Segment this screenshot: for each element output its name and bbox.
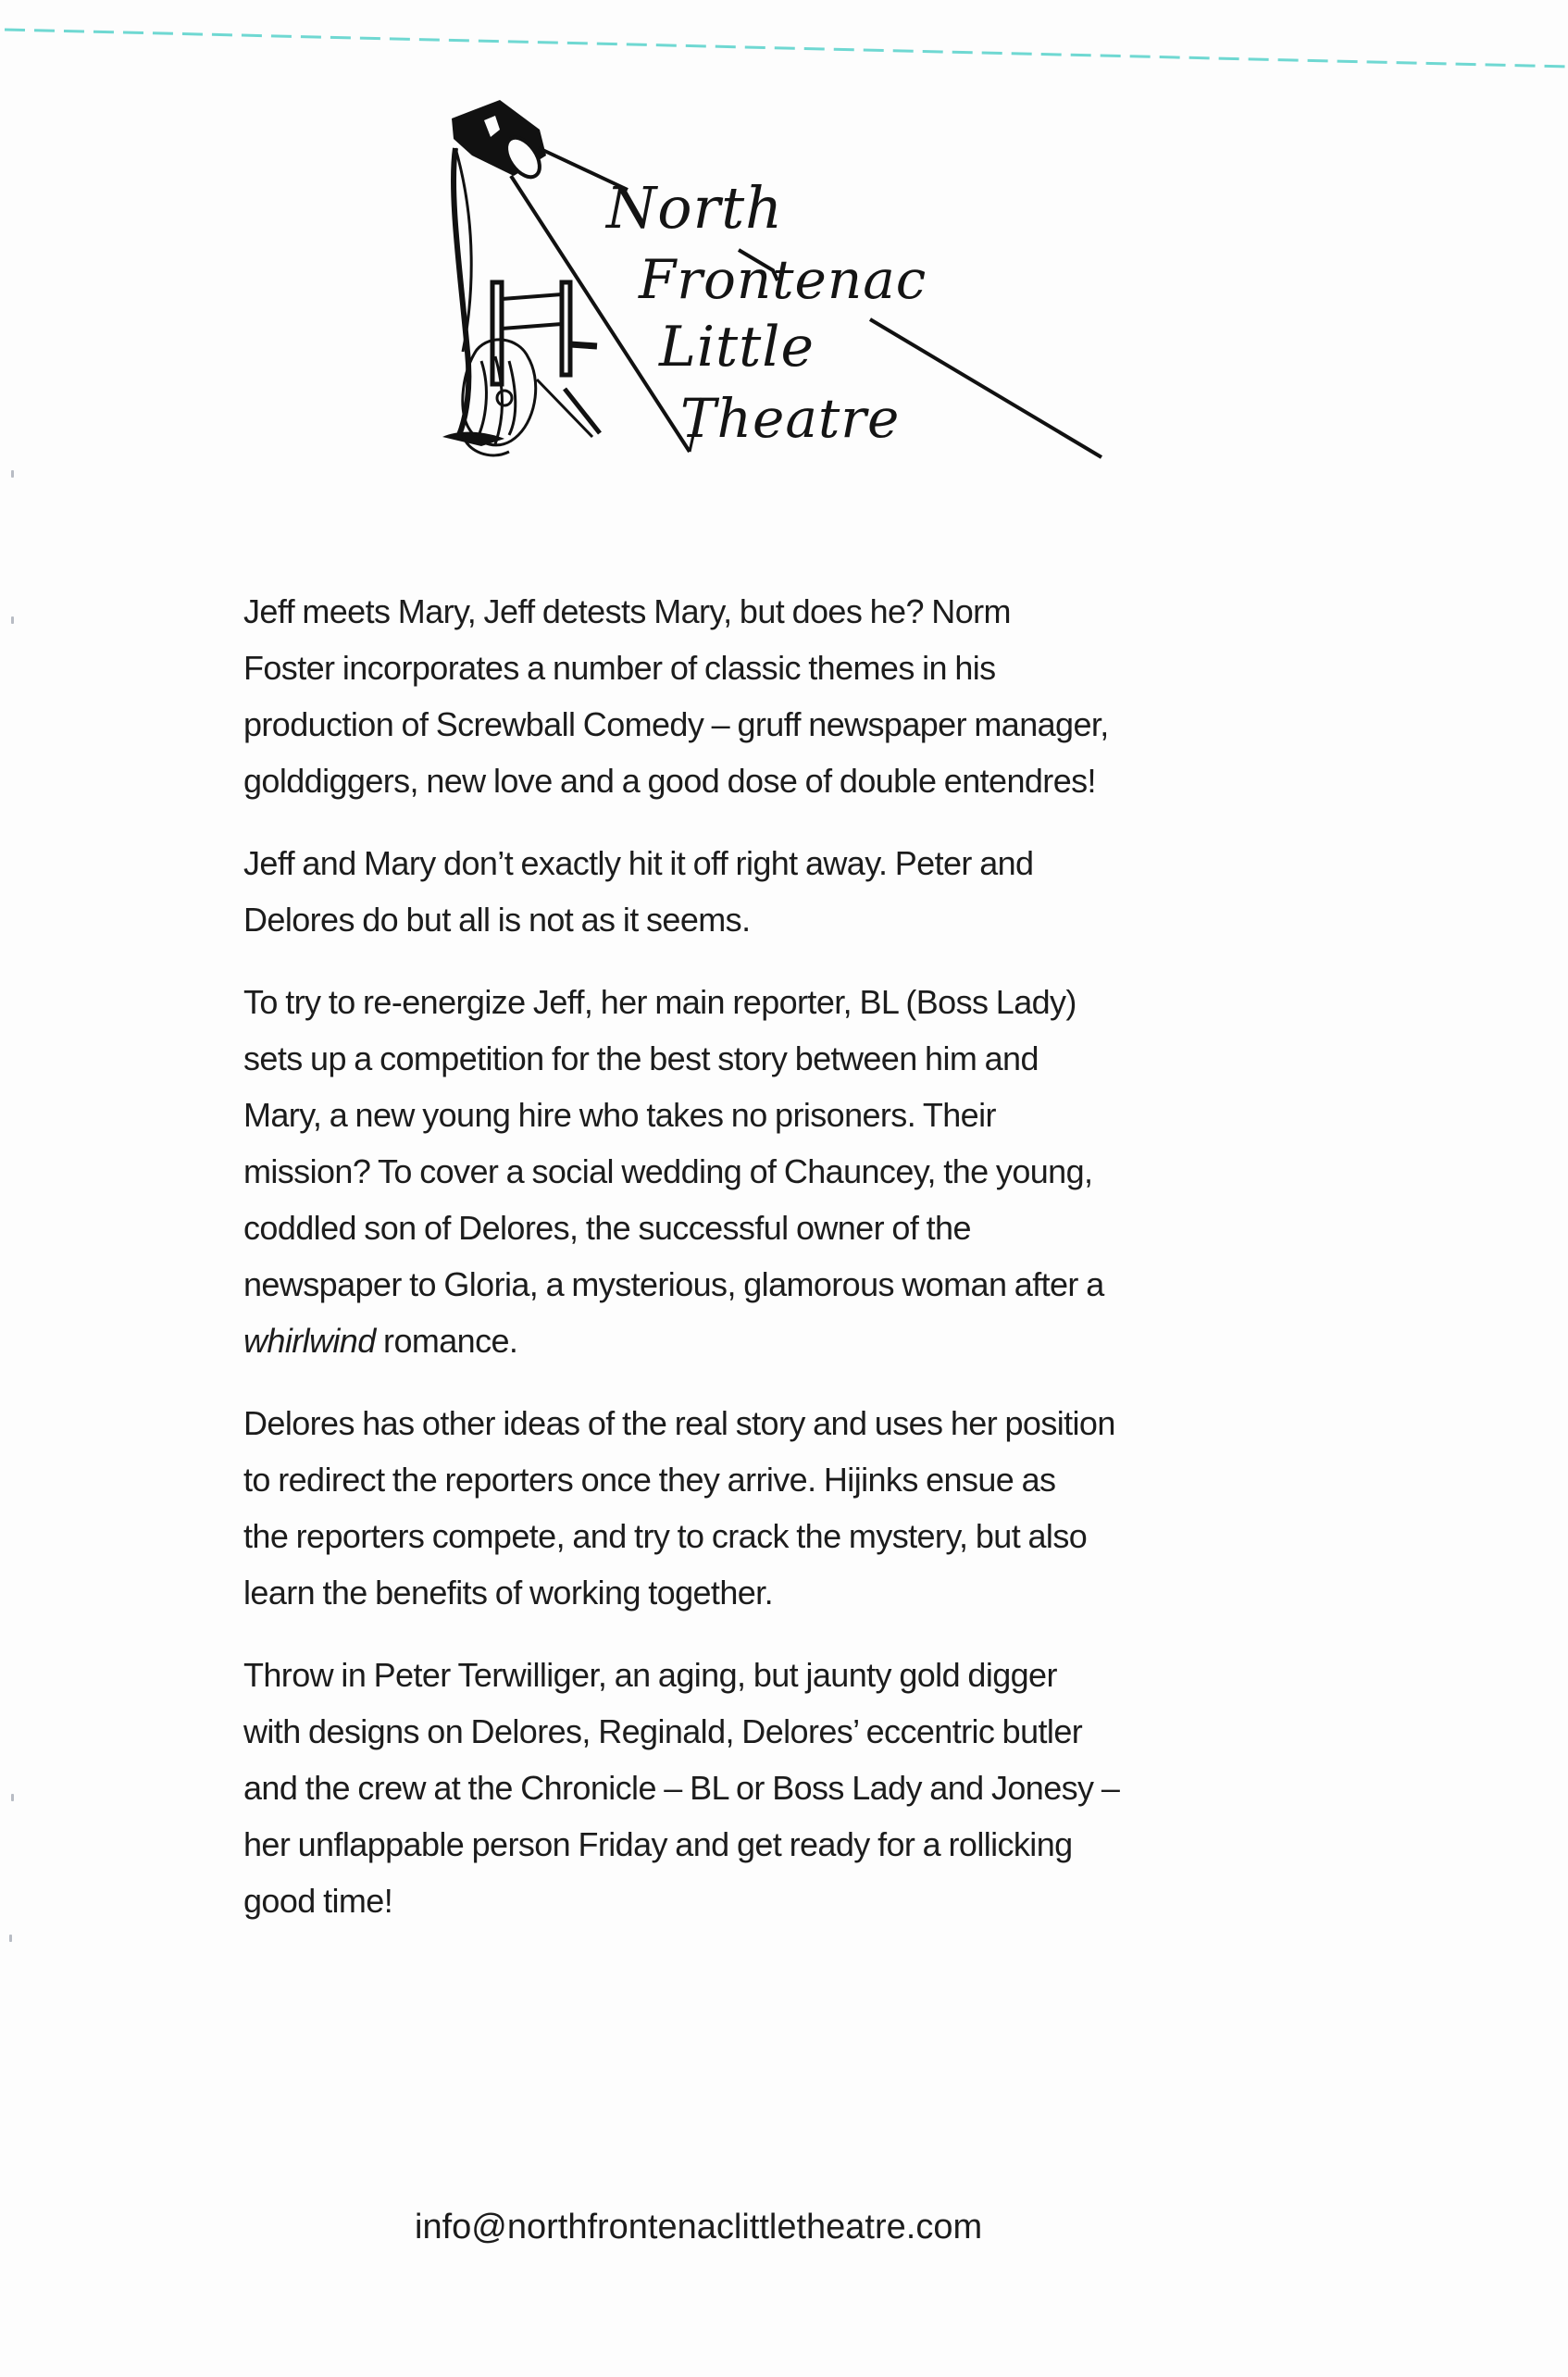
logo-text-frontenac: Frontenac (639, 248, 927, 311)
text-line: sets up a competition for the best story between him and (243, 1039, 1039, 1077)
text-line: with designs on Delores, Reginald, Delores’ eccentric butler (243, 1712, 1083, 1750)
emphasis-whirlwind: whirlwind (243, 1322, 376, 1360)
text-line: to redirect the reporters once they arrive. Hijinks ensue as (243, 1461, 1056, 1499)
scan-mark (11, 1794, 14, 1801)
text-line: coddled son of Delores, the successful owner of the (243, 1209, 971, 1247)
text-line: To try to re-energize Jeff, her main reporter, BL (Boss Lady) (243, 983, 1076, 1021)
text-line: Jeff and Mary don’t exactly hit it off right away. Peter and (243, 844, 1034, 882)
fold-line (0, 0, 1568, 93)
text-line: mission? To cover a social wedding of Chauncey, the young, (243, 1152, 1093, 1190)
synopsis (243, 583, 1336, 1955)
contact-email: info@northfrontenaclittletheatre.com (415, 2208, 983, 2246)
text-line: and the crew at the Chronicle – BL or Boss Lady and Jonesy – (243, 1769, 1120, 1807)
text-line: Mary, a new young hire who takes no prisoners. Their (243, 1096, 996, 1134)
logo-text-north: North (606, 174, 784, 242)
text-line: good time! (243, 1882, 393, 1920)
text-line: Throw in Peter Terwilliger, an aging, but jaunty gold digger (243, 1656, 1057, 1694)
synopsis-paragraph-3 (243, 974, 1336, 1369)
text-line: Delores do but all is not as it seems. (243, 901, 751, 939)
synopsis-paragraph-4 (243, 1395, 1336, 1621)
directors-chair-icon (492, 282, 600, 437)
scan-mark (11, 616, 14, 624)
text-line: production of Screwball Comedy – gruff newspaper manager, (243, 705, 1109, 743)
text-line: newspaper to Gloria, a mysterious, glamorous woman after a (243, 1265, 1104, 1303)
logo-text-theatre: Theatre (680, 387, 901, 450)
text-line: Foster incorporates a number of classic themes in his (243, 649, 996, 687)
synopsis-paragraph-1 (243, 583, 1336, 809)
spotlight-icon (442, 100, 546, 446)
logo-text-little: Little (659, 315, 815, 380)
synopsis-paragraph-2 (243, 835, 1336, 948)
text-line: Jeff meets Mary, Jeff detests Mary, but does he? Norm (243, 592, 1011, 630)
text-line (243, 1313, 1336, 1369)
scan-mark (11, 470, 14, 478)
text-line: golddiggers, new love and a good dose of double entendres! (243, 762, 1096, 800)
text-fragment: romance. (375, 1322, 518, 1360)
text-line: her unflappable person Friday and get ready for a rollicking (243, 1825, 1073, 1863)
text-line: the reporters compete, and try to crack the mystery, but also (243, 1517, 1088, 1555)
text-line: learn the benefits of working together. (243, 1574, 773, 1612)
synopsis-paragraph-5 (243, 1647, 1336, 1929)
scan-mark (9, 1935, 12, 1942)
text-line: Delores has other ideas of the real story and uses her position (243, 1404, 1115, 1442)
